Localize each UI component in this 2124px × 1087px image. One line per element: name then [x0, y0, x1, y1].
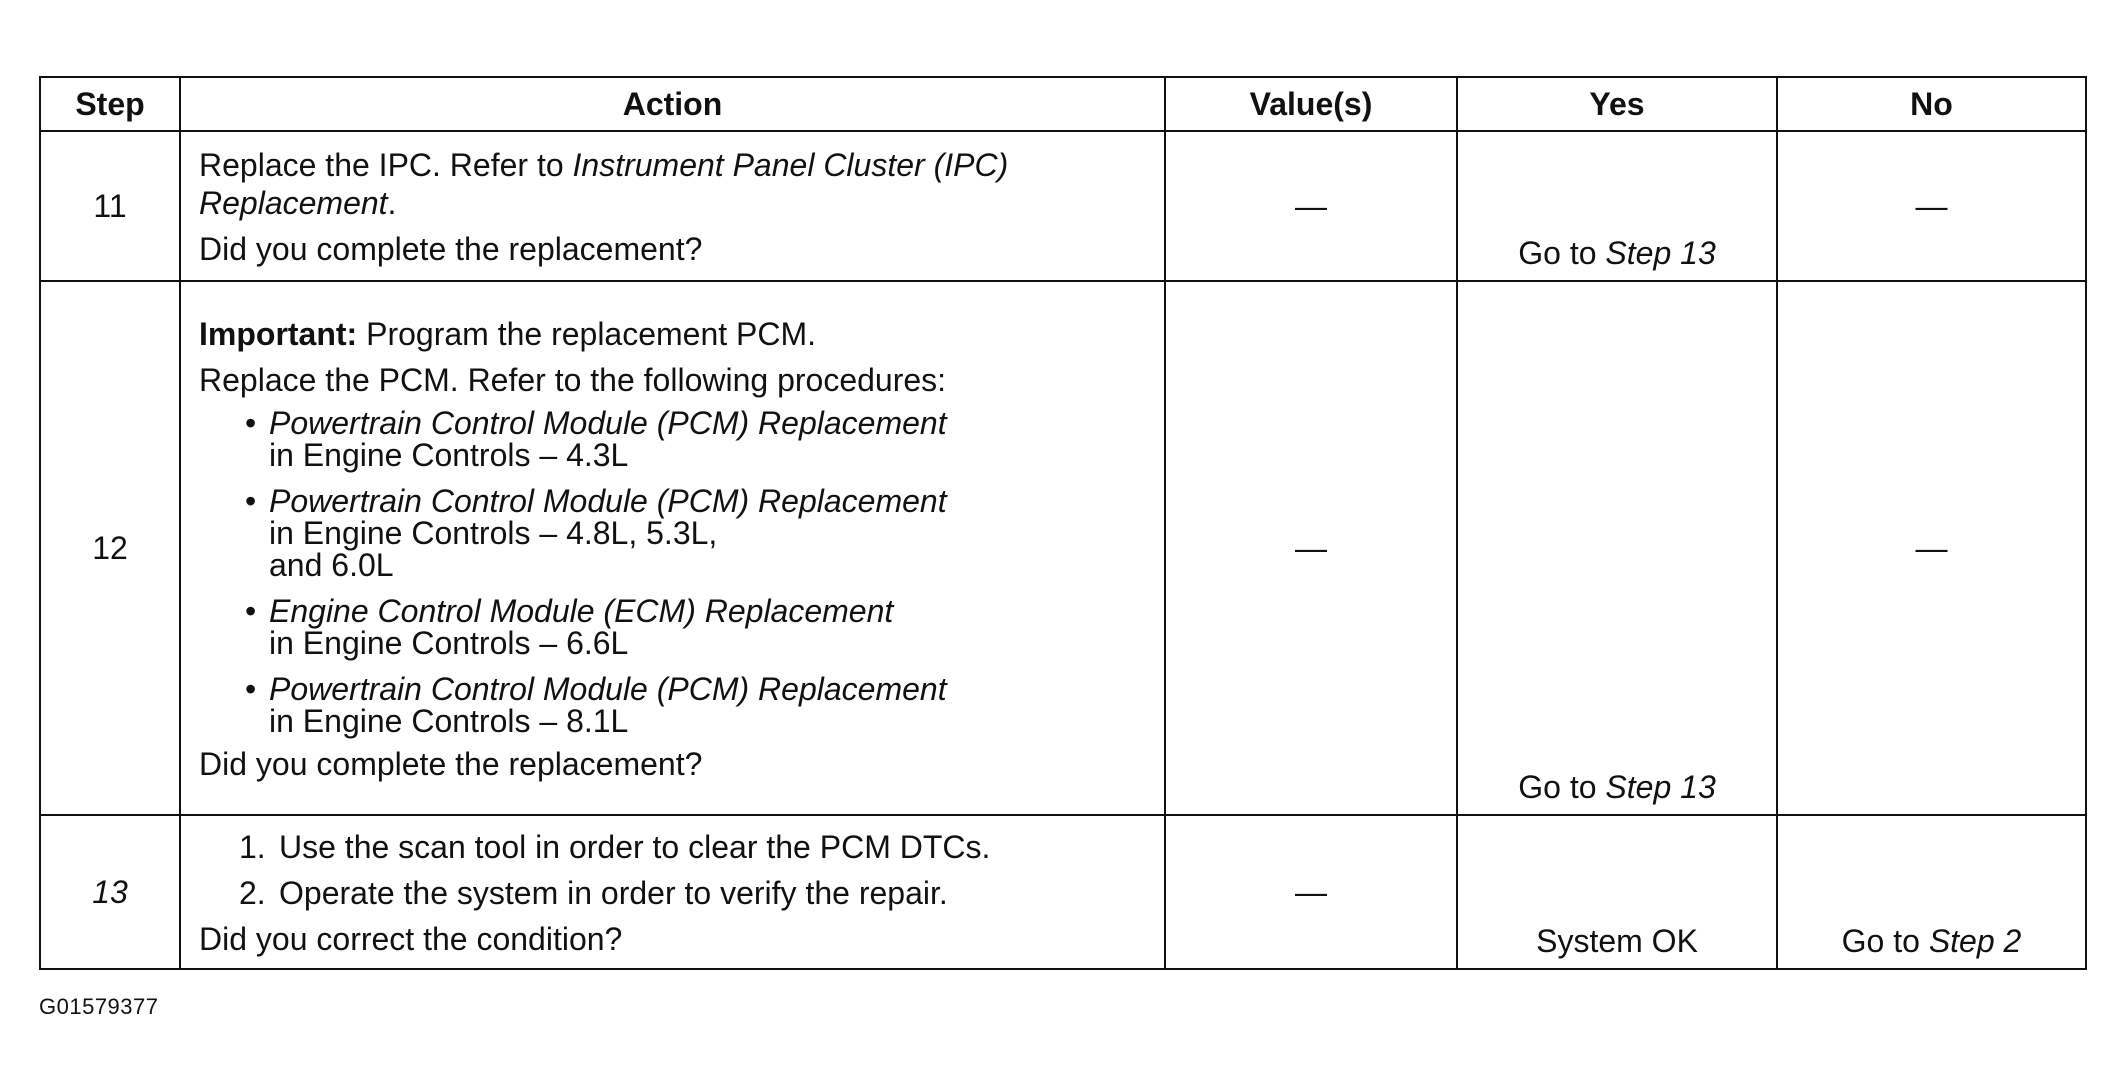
procedure-scope: in Engine Controls – 4.8L, 5.3L, [269, 515, 718, 551]
important-text: Program the replacement PCM. [357, 316, 817, 352]
action-cell [180, 815, 1165, 969]
value-cell [1165, 281, 1457, 815]
yes-prefix: Go to [1518, 235, 1606, 271]
step-number: 13 [40, 815, 180, 969]
figure-code: G01579377 [39, 994, 159, 1019]
numbered-step [199, 828, 1150, 866]
procedure-scope: in Engine Controls – 8.1L [269, 703, 629, 739]
header-step: Step [40, 77, 180, 131]
table-row-step-13 [40, 815, 2086, 969]
procedure-scope-cont: and 6.0L [269, 547, 394, 583]
important-note [199, 315, 1150, 353]
yes-link [1458, 234, 1776, 280]
instruction-text: Replace the IPC. Refer to [199, 147, 573, 183]
value-dash: — [1295, 188, 1327, 224]
procedure-reference: Instrument Panel Cluster (IPC) Replacement [199, 147, 1009, 221]
action-cell [180, 281, 1165, 815]
procedure-bullet [199, 673, 1150, 737]
yes-result: System OK [1536, 923, 1698, 959]
procedure-reference: Powertrain Control Module (PCM) Replacement [269, 405, 947, 441]
no-cell [1777, 131, 2086, 281]
procedure-bullet [199, 485, 1150, 581]
header-row [40, 77, 2086, 131]
table-row-step-12 [40, 281, 2086, 815]
table-row-step-11 [40, 131, 2086, 281]
yes-prefix: Go to [1518, 769, 1606, 805]
action-instruction [199, 146, 1150, 222]
yes-cell [1457, 815, 1777, 969]
important-label: Important: [199, 316, 358, 352]
no-cell [1777, 281, 2086, 815]
step-number: 11 [40, 131, 180, 281]
action-question: Did you complete the replacement? [199, 746, 703, 782]
value-cell [1165, 131, 1457, 281]
value-cell [1165, 815, 1457, 969]
bullet-marker: • [245, 405, 257, 441]
bullet-marker: • [245, 483, 257, 519]
yes-step-ref: Step 13 [1605, 769, 1716, 805]
procedure-reference: Powertrain Control Module (PCM) Replacement [269, 483, 947, 519]
value-dash: — [1295, 530, 1327, 566]
value-dash: — [1295, 874, 1327, 910]
action-cell [180, 131, 1165, 281]
yes-cell [1457, 281, 1777, 815]
step-text: Operate the system in order to verify the repair. [279, 875, 948, 911]
step-text: Use the scan tool in order to clear the PCM DTCs. [279, 829, 991, 865]
procedure-bullet [199, 407, 1150, 471]
action-intro: Replace the PCM. Refer to the following procedures: [199, 362, 947, 398]
header-values: Value(s) [1165, 77, 1457, 131]
no-link [1778, 922, 2085, 968]
no-step-ref: Step 2 [1928, 923, 2022, 959]
procedure-reference: Powertrain Control Module (PCM) Replacement [269, 671, 947, 707]
action-question: Did you complete the replacement? [199, 231, 703, 267]
no-dash: — [1915, 188, 1948, 224]
no-dash: — [1915, 530, 1948, 566]
procedure-scope: in Engine Controls – 6.6L [269, 625, 629, 661]
yes-step-ref: Step 13 [1605, 235, 1716, 271]
bullet-marker: • [245, 671, 257, 707]
header-no: No [1777, 77, 2086, 131]
header-yes: Yes [1457, 77, 1777, 131]
procedure-bullet [199, 595, 1150, 659]
diagnostic-table [39, 76, 2087, 970]
step-index: 2. [239, 875, 266, 911]
bullet-marker: • [245, 593, 257, 629]
numbered-step [199, 874, 1150, 912]
no-prefix: Go to [1841, 923, 1929, 959]
procedure-scope: in Engine Controls – 4.3L [269, 437, 629, 473]
yes-link [1458, 768, 1776, 814]
procedure-reference: Engine Control Module (ECM) Replacement [269, 593, 894, 629]
header-action: Action [180, 77, 1165, 131]
instruction-punct: . [387, 185, 397, 221]
step-index: 1. [239, 829, 266, 865]
step-number: 12 [40, 281, 180, 815]
no-cell [1777, 815, 2086, 969]
action-question: Did you correct the condition? [199, 921, 623, 957]
yes-cell [1457, 131, 1777, 281]
